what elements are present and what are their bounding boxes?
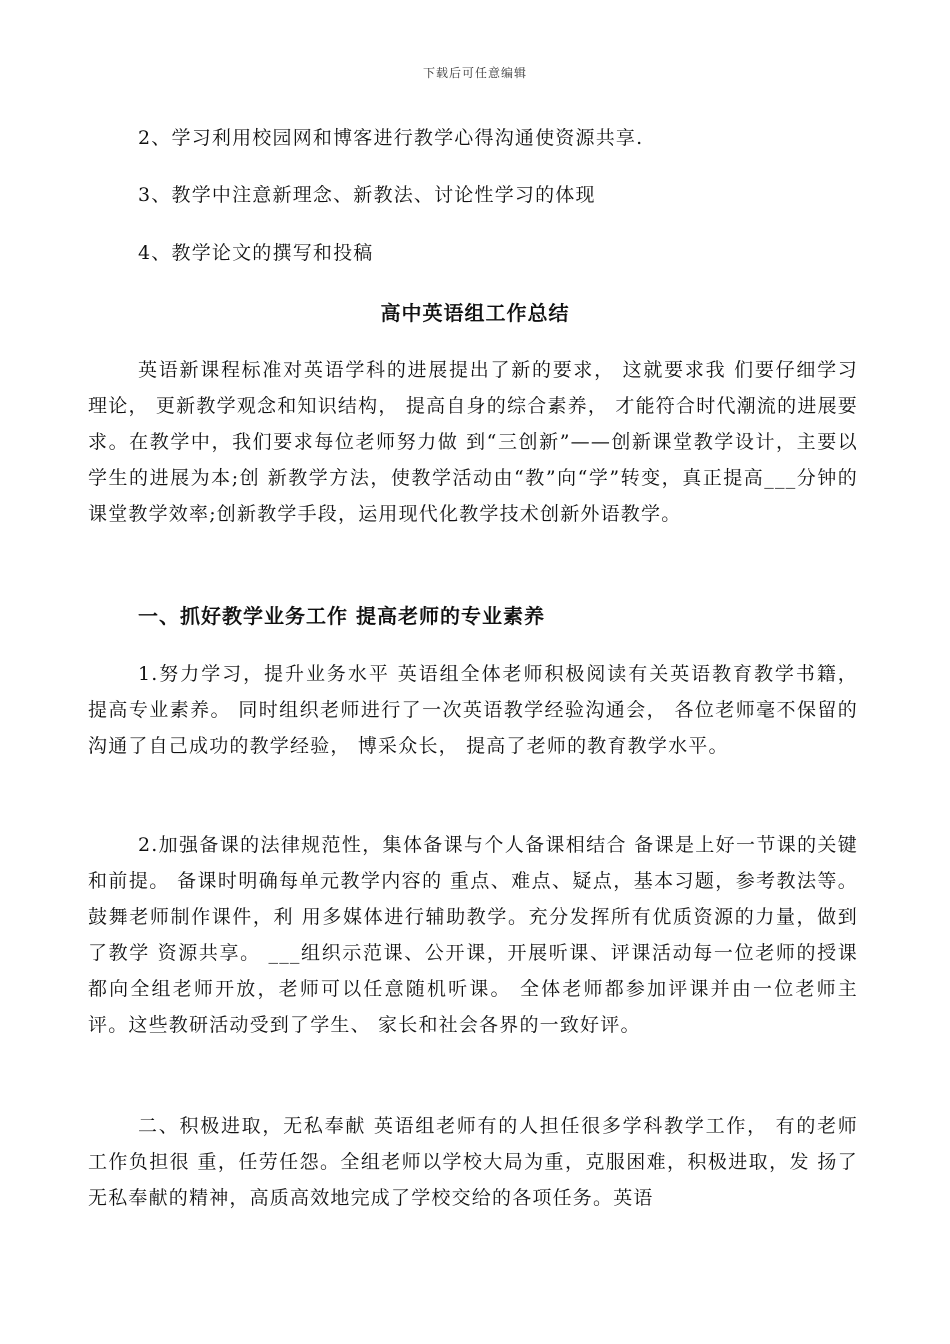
list-item-4: 4、教学论文的撰写和投稿: [138, 242, 374, 264]
paragraph-1: 1.努力学习，提升业务水平 英语组全体老师积极阅读有关英语教育教学书籍， 提高专业素养。 同时组织老师进行了一次英语教学经验沟通会， 各位老师毫不保留的 沟通了自己成功的教学经验， 博采众长， 提高了老师的教育教学水平。: [88, 663, 858, 757]
list-item-2: 2、学习利用校园网和博客进行教学心得沟通使资源共享.: [138, 127, 644, 149]
intro-paragraph: 英语新课程标准对英语学科的进展提出了新的要求， 这就要求我 们要仔细学习理论， 更新教学观念和知识结构， 提高自身的综合素养， 才能符合时代潮流的进展要求。在教学中，我们要求每位老师努力做 到“三创新”——创新课堂教学设计，主要以学生的进展为本;创 新教学方法，使教学活动由“教”向“学”转变，真正提高___分钟的 课堂教学效率;创新教学手段，运用现代化教学技术创新外语教学。: [88, 359, 858, 525]
paragraph-2: 2.加强备课的法律规范性，集体备课与个人备课相结合 备课是上好一节课的关键和前提。 备课时明确每单元教学内容的 重点、难点、疑点，基本习题，参考教法等。鼓舞老师制作课件，利 用多媒体进行辅助教学。充分发挥所有优质资源的力量，做到了教学 资源共享。 ___组织示范课、公开课，开展听课、评课活动每一位老师的授课都向全组老师开放，老师可以任意随机听课。 全体老师都参加评课并由一位老师主评。这些教研活动受到了学生、 家长和社会各界的一致好评。: [88, 834, 858, 1036]
page-header: 下载后可任意编辑: [422, 66, 527, 80]
section-heading: 一、抓好教学业务工作 提高老师的专业素养: [138, 604, 545, 628]
document-title: 高中英语组工作总结: [380, 301, 570, 325]
paragraph-3: 二、积极进取，无私奉献 英语组老师有的人担任很多学科教学工作， 有的老师工作负担很 重，任劳任怨。全组老师以学校大局为重，克服困难，积极进取，发 扬了无私奉献的精神，高质高效地完成了学校交给的各项任务。英语: [88, 1115, 858, 1209]
list-item-3: 3、教学中注意新理念、新教法、讨论性学习的体现: [138, 184, 596, 206]
